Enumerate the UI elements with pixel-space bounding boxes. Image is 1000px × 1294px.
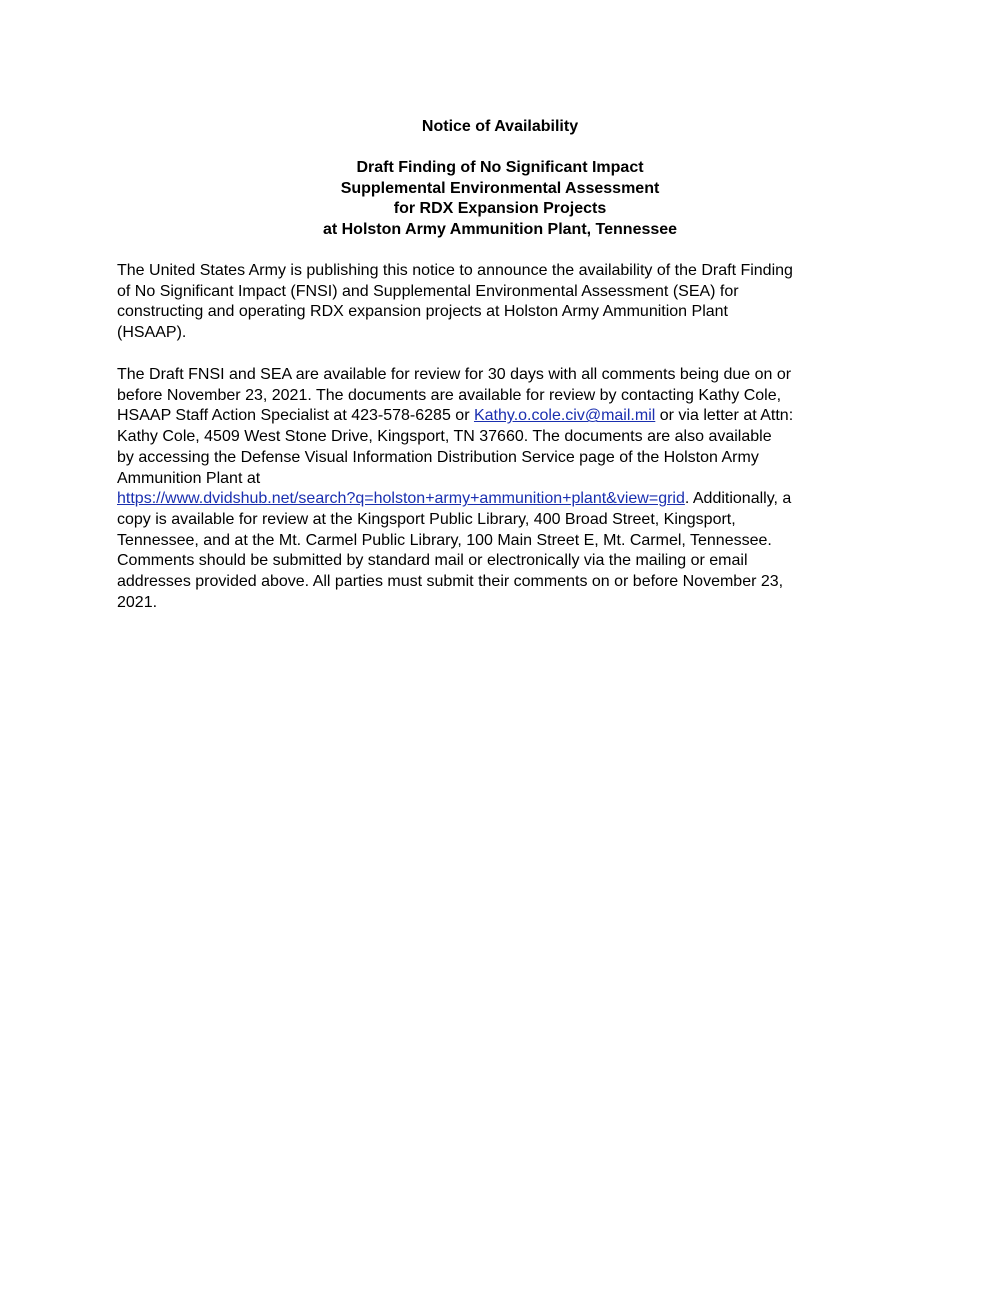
availability-paragraph	[117, 365, 887, 613]
notice-title: Notice of Availability	[421, 118, 579, 135]
paragraph-line: copy is available for review at the Kingsport Public Library, 400 Broad Street, Kingsport,	[117, 510, 736, 528]
paragraph-line: constructing and operating RDX expansion projects at Holston Army Ammunition Plant	[117, 303, 728, 321]
paragraph-line: Ammunition Plant at	[117, 469, 261, 487]
paragraph-line: by accessing the Defense Visual Information Distribution Service page of the Holston Army	[117, 448, 759, 466]
subtitle-line: Draft Finding of No Significant Impact	[356, 159, 644, 176]
paragraph-line: of No Significant Impact (FNSI) and Supplemental Environmental Assessment (SEA) for	[117, 282, 739, 300]
paragraph-line: addresses provided above. All parties must submit their comments on or before November 23,	[117, 573, 784, 591]
dvids-url-link[interactable]: https://www.dvidshub.net/search?q=holston+army+ammunition+plant&view=grid	[117, 490, 685, 508]
url-text-after: . Additionally, a	[684, 490, 792, 508]
paragraph-line: before November 23, 2021. The documents are available for review by contacting Kathy Cole,	[117, 386, 782, 404]
subtitle-line: Supplemental Environmental Assessment	[340, 179, 660, 197]
paragraph-line	[117, 406, 887, 427]
paragraph-line: Kathy Cole, 4509 West Stone Drive, Kingsport, TN 37660. The documents are also available	[117, 428, 772, 446]
paragraph-line: 2021.	[117, 593, 158, 611]
document-subtitle	[0, 158, 1000, 240]
intro-paragraph	[117, 261, 887, 344]
paragraph-line: Tennessee, and at the Mt. Carmel Public Library, 100 Main Street E, Mt. Carmel, Tennessee.	[117, 531, 772, 549]
contact-text: HSAAP Staff Action Specialist at 423-578-6285 or	[117, 407, 474, 425]
paragraph-line	[117, 489, 887, 510]
paragraph-line: The United States Army is publishing this notice to announce the availability of the Draft Finding	[117, 262, 793, 279]
contact-text-after: or via letter at Attn:	[655, 407, 794, 425]
subtitle-line: at Holston Army Ammunition Plant, Tennessee	[322, 220, 678, 238]
paragraph-line: (HSAAP).	[117, 324, 187, 342]
subtitle-line: for RDX Expansion Projects	[393, 200, 607, 217]
email-link[interactable]: Kathy.o.cole.civ@mail.mil	[473, 407, 656, 425]
paragraph-line: Comments should be submitted by standard mail or electronically via the mailing or email	[117, 552, 748, 570]
paragraph-line: The Draft FNSI and SEA are available for review for 30 days with all comments being due on or	[117, 366, 792, 383]
